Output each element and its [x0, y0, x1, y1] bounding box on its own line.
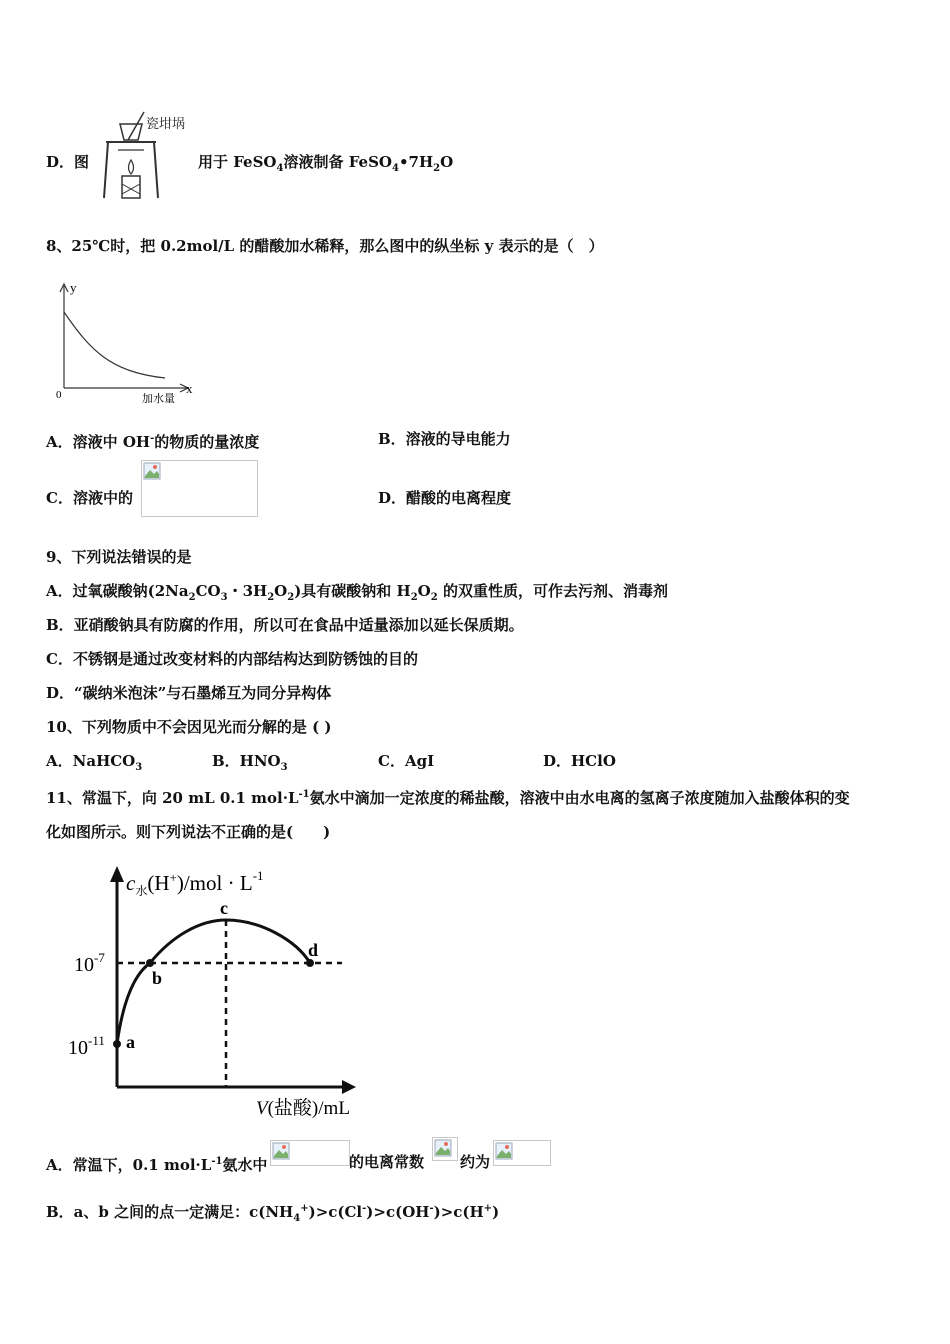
q11-x-axis-label: V(盐酸)/mL	[256, 1098, 350, 1118]
point-c-label: c	[220, 898, 228, 918]
q8-option-c-image	[141, 460, 258, 517]
broken-image-icon	[434, 1139, 452, 1157]
tick-1e-7: $10^{-7}$	[74, 950, 105, 976]
crucible-figure	[96, 110, 200, 202]
tick-1e-11: $10^{-11}$	[68, 1033, 105, 1059]
q9-option-d: D．“碳纳米泡沫”与石墨烯互为同分异构体	[46, 684, 332, 702]
q11-option-a-image-1	[270, 1140, 350, 1166]
q9-option-c: C．不锈钢是通过改变材料的内部结构达到防锈蚀的目的	[46, 650, 418, 668]
q11-y-axis-label: $c_水(H^+)$/mol · $L^{-1}$	[126, 868, 264, 898]
q10-option-c: C．AgI	[378, 752, 435, 770]
q7-option-d-label: D．图	[46, 153, 90, 171]
q8-stem: 8、25℃时，把 0.2mol/L 的醋酸加水稀释，那么图中的纵坐标 y 表示的是（ ）	[46, 237, 604, 255]
q8-x-caption: 加水量	[142, 393, 175, 405]
q11-option-a-image-2	[432, 1137, 458, 1161]
q10-option-d: D．HClO	[543, 752, 616, 770]
point-d-label: d	[308, 940, 319, 960]
q8-option-c: C．溶液中的	[46, 489, 133, 507]
q11-option-b: B．a、b 之间的点一定满足：$c(NH_4^+)>c(Cl^-)>c(OH^-)>c(H^+)$	[46, 1203, 500, 1224]
q8-y-label: y	[70, 280, 77, 295]
point-a-label: a	[126, 1032, 135, 1052]
q8-option-d: D．醋酸的电离程度	[378, 489, 512, 507]
q11-option-a-part2: 的电离常数	[349, 1153, 425, 1171]
crucible-label: 瓷坩埚	[146, 116, 186, 131]
q9-option-b: B．亚硝酸钠具有防腐的作用，所以可在食品中适量添加以延长保质期。	[46, 616, 524, 634]
q10-option-b: B．$HNO_3$	[212, 752, 288, 773]
q11-stem-line2: 化如图所示。则下列说法不正确的是( )	[46, 823, 331, 841]
q7-option-d-text: 用于 FeSO$_4$溶液制备 $FeSO_4•7H_2O$	[198, 153, 454, 174]
q11-option-a-part1: A．常温下，0.1 $mol\cdot L^{-1}$氨水中	[46, 1156, 268, 1174]
q9-stem: 9、下列说法错误的是	[46, 548, 192, 566]
broken-image-icon	[143, 462, 161, 480]
q8-option-b: B．溶液的导电能力	[378, 430, 511, 448]
q10-option-a: A．NaHCO$_3$	[46, 752, 143, 773]
broken-image-icon	[495, 1142, 513, 1160]
q11-option-a-image-3	[493, 1140, 551, 1166]
point-b-label: b	[152, 968, 163, 988]
q10-stem: 10、下列物质中不会因见光而分解的是 ( )	[46, 718, 332, 736]
broken-image-icon	[272, 1142, 290, 1160]
q9-option-a: A．过氧碳酸钠($2Na_2CO_3$・$3H_2O_2$)具有碳酸钠和 $H_2O_2$ 的双重性质，可作去污剂、消毒剂	[46, 582, 668, 603]
q11-stem-line1: 11、常温下，向 20 mL 0.1 $mol\cdot L^{-1}$氨水中滴加一定浓度的稀盐酸，溶液中由水电离的氢离子浓度随加入盐酸体积的变	[46, 789, 850, 807]
q11-option-a-part3: 约为	[460, 1153, 491, 1171]
q8-origin: 0	[56, 389, 62, 401]
q8-option-a: A．溶液中 OH-的物质的量浓度	[46, 433, 260, 451]
q11-graph	[60, 858, 380, 1118]
q8-x-label: x	[186, 381, 193, 396]
q8-graph	[50, 280, 200, 405]
